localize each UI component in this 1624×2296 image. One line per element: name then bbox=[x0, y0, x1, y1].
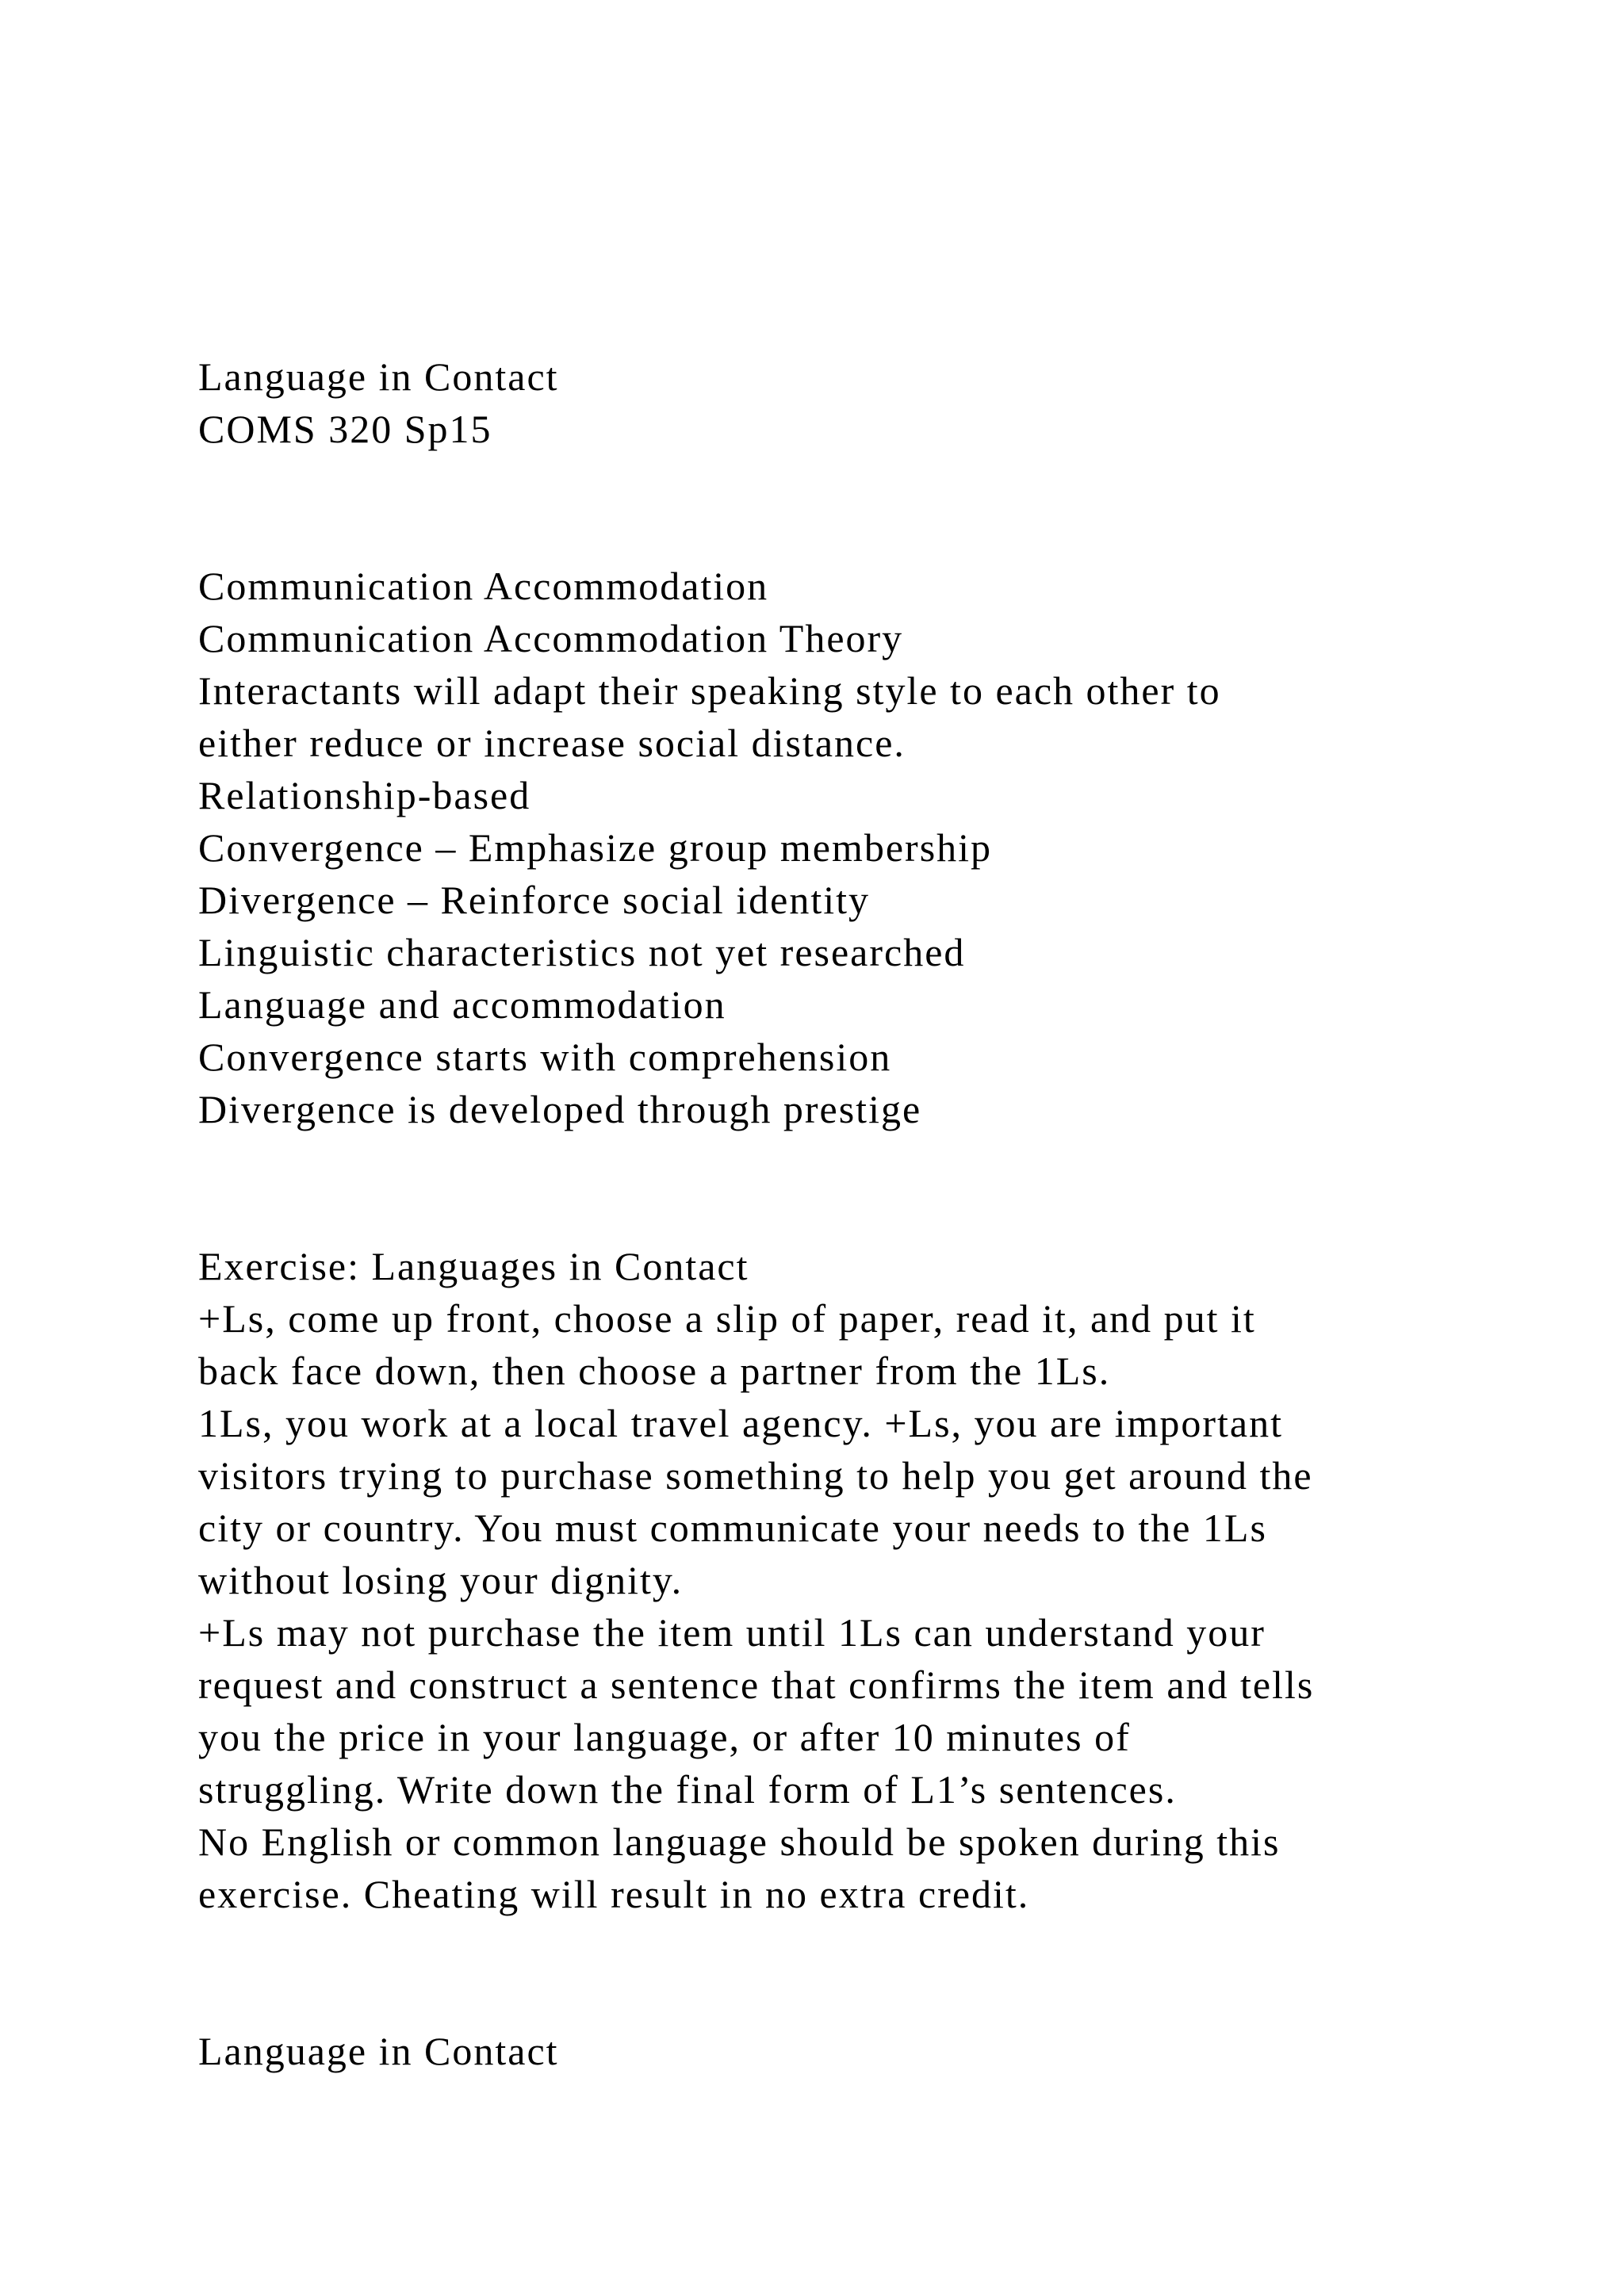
course-code: COMS 320 Sp15 bbox=[198, 407, 492, 451]
spacer bbox=[198, 1920, 1546, 2025]
body-line: struggling. Write down the final form of L1’s sentences. bbox=[198, 1767, 1177, 1812]
body-line: Linguistic characteristics not yet researched bbox=[198, 930, 966, 974]
document-title: Language in Contact bbox=[198, 354, 559, 399]
document-body bbox=[198, 350, 1546, 2077]
section-heading: Exercise: Languages in Contact bbox=[198, 1244, 749, 1288]
body-line: either reduce or increase social distance. bbox=[198, 721, 906, 765]
spacer bbox=[198, 455, 1546, 560]
body-line: Language and accommodation bbox=[198, 982, 726, 1027]
body-line: request and construct a sentence that confirms the item and tells bbox=[198, 1663, 1315, 1707]
body-line: you the price in your language, or after 10 minutes of bbox=[198, 1715, 1131, 1759]
body-line: Convergence – Emphasize group membership bbox=[198, 825, 993, 870]
body-line: Divergence – Reinforce social identity bbox=[198, 878, 871, 922]
body-line: city or country. You must communicate your needs to the 1Ls bbox=[198, 1506, 1267, 1550]
section-heading: Communication Accommodation bbox=[198, 564, 769, 608]
body-line: Interactants will adapt their speaking style to each other to bbox=[198, 668, 1221, 713]
body-line: Communication Accommodation Theory bbox=[198, 616, 904, 660]
body-line: Relationship-based bbox=[198, 773, 531, 817]
body-line: 1Ls, you work at a local travel agency. +Ls, you are important bbox=[198, 1401, 1283, 1445]
body-line: +Ls, come up front, choose a slip of paper, read it, and put it bbox=[198, 1296, 1256, 1341]
body-line: back face down, then choose a partner from the 1Ls. bbox=[198, 1349, 1111, 1393]
body-line: without losing your dignity. bbox=[198, 1558, 684, 1602]
body-line: visitors trying to purchase something to help you get around the bbox=[198, 1453, 1313, 1498]
body-line: exercise. Cheating will result in no extra credit. bbox=[198, 1872, 1030, 1916]
spacer bbox=[198, 1135, 1546, 1240]
body-line: Convergence starts with comprehension bbox=[198, 1035, 892, 1079]
section-heading: Language in Contact bbox=[198, 2029, 559, 2073]
body-line: Divergence is developed through prestige bbox=[198, 1087, 922, 1131]
body-line: +Ls may not purchase the item until 1Ls can understand your bbox=[198, 1610, 1266, 1655]
body-line: No English or common language should be spoken during this bbox=[198, 1820, 1281, 1864]
